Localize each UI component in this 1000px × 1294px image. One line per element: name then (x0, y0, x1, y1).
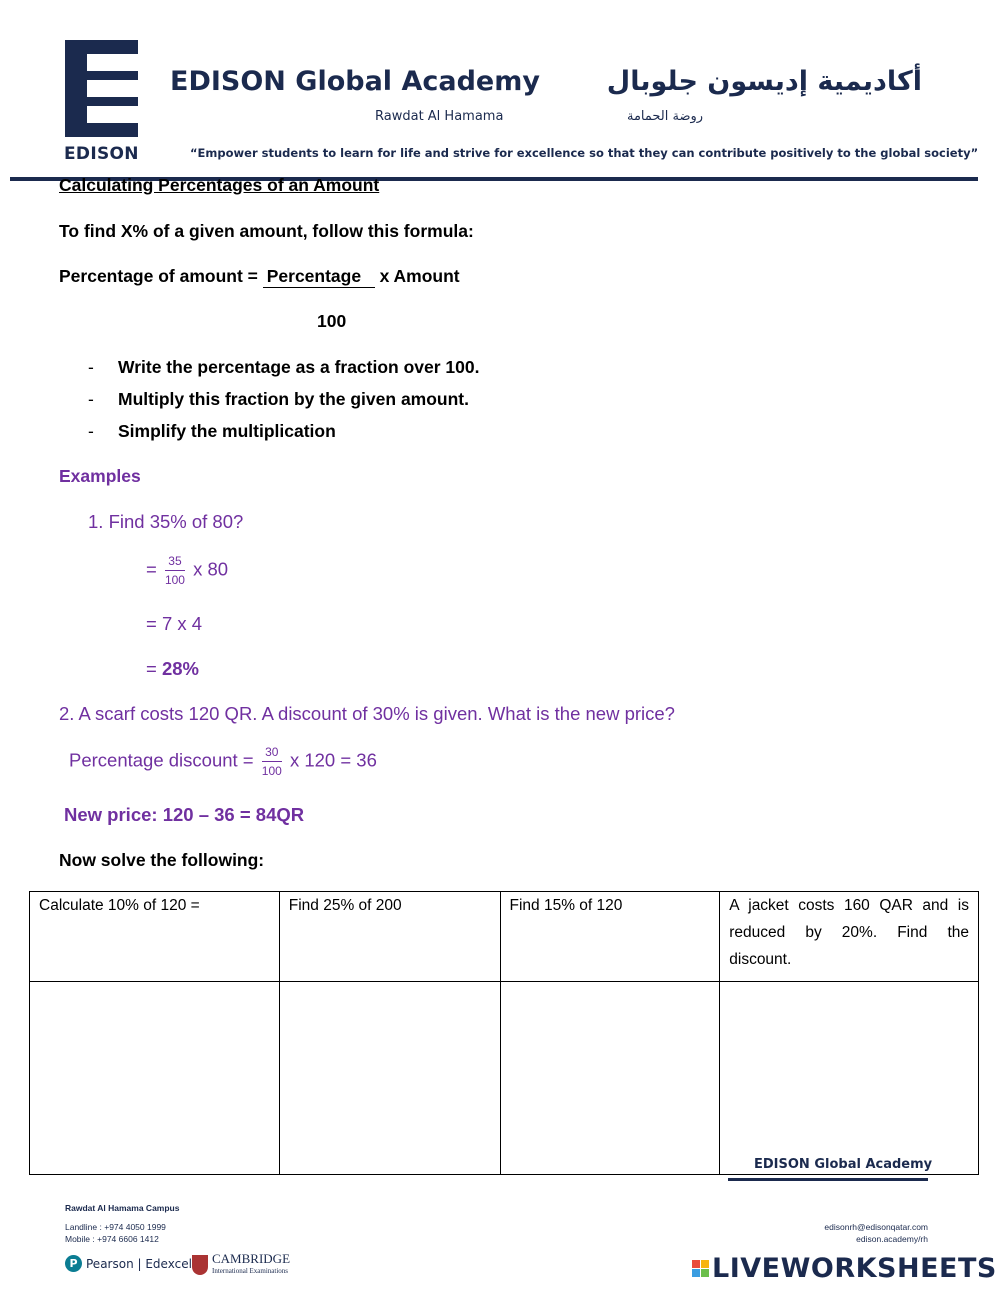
footer-mobile: Mobile : +974 6606 1412 (65, 1234, 159, 1244)
logo-word: EDISON (64, 144, 139, 164)
step-text: Multiply this fraction by the given amount. (118, 389, 469, 409)
pearson-logo (65, 1255, 192, 1272)
footer-website[interactable]: edison.academy/rh (856, 1234, 928, 1244)
table-row (30, 892, 979, 982)
example2-discount (69, 745, 377, 778)
logo-bar-bottom (87, 106, 138, 123)
practice-table (29, 891, 979, 1175)
fraction (262, 745, 282, 778)
formula-numerator: Percentage (263, 266, 375, 288)
question-cell: Calculate 10% of 120 = (30, 892, 280, 982)
formula-right: x Amount (374, 266, 460, 286)
formula-denominator: 100 (317, 311, 347, 331)
table-row (30, 982, 979, 1175)
equals-sign: = (146, 558, 157, 580)
footer-email[interactable]: edisonrh@edisonqatar.com (824, 1222, 928, 1232)
footer-academy-name: EDISON Global Academy (754, 1157, 933, 1172)
edison-logo-mark (65, 40, 138, 137)
answer-cell[interactable] (279, 982, 500, 1175)
example2-question: 2. A scarf costs 120 QR. A discount of 30% is given. What is the new price? (59, 703, 675, 724)
cambridge-subtitle: International Examinations (212, 1267, 289, 1275)
question-cell: A jacket costs 160 QAR and is reduced by 20%. Find the discount. (720, 892, 979, 982)
list-item: - Write the percentage as a fraction over 100. (88, 357, 480, 377)
cambridge-name: CAMBRIDGE (212, 1251, 291, 1266)
example1-step2: = 7 x 4 (146, 613, 203, 634)
campus-name-arabic: روضة الحمامة (627, 109, 704, 124)
logo-bar-middle (87, 80, 138, 97)
discount-rest: x 120 = 36 (289, 749, 377, 771)
answer-cell[interactable] (720, 982, 979, 1175)
example1-step3 (146, 658, 199, 680)
example1-question: 1. Find 35% of 80? (88, 511, 244, 532)
example2-new-price: New price: 120 – 36 = 84QR (64, 804, 305, 825)
liveworksheets-text: LIVEWORKSHEETS (712, 1253, 997, 1284)
school-name: EDISON Global Academy (170, 66, 540, 97)
discount-label: Percentage discount = (69, 749, 254, 771)
pearson-text: Pearson | Edexcel (86, 1256, 192, 1271)
fraction (165, 554, 185, 587)
question-cell: Find 15% of 120 (500, 892, 720, 982)
step-text: Simplify the multiplication (118, 421, 336, 441)
answer-cell[interactable] (500, 982, 720, 1175)
school-name-arabic: أكاديمية إديسون جلوبال (606, 66, 922, 97)
example1-step1-rest: x 80 (193, 558, 229, 580)
step-text: Write the percentage as a fraction over 100. (118, 357, 480, 377)
footer-campus: Rawdat Al Hamama Campus (65, 1203, 180, 1213)
campus-name: Rawdat Al Hamama (375, 109, 504, 124)
formula-left: Percentage of amount = (59, 266, 263, 286)
example1-result: 28% (161, 658, 199, 679)
fraction-numerator: 30 (262, 745, 282, 762)
question-cell: Find 25% of 200 (279, 892, 500, 982)
liveworksheets-icon (692, 1260, 709, 1277)
list-item: - Simplify the multiplication (88, 421, 336, 441)
school-motto: “Empower students to learn for life and strive for excellence so that they can contribute positively to the global society” (190, 146, 979, 160)
cambridge-text (212, 1253, 290, 1277)
logo-bar-top (87, 54, 138, 71)
cambridge-logo (192, 1253, 290, 1277)
practice-heading: Now solve the following: (59, 850, 265, 870)
lesson-intro: To find X% of a given amount, follow this formula: (59, 221, 474, 241)
fraction-numerator: 35 (165, 554, 185, 571)
liveworksheets-watermark (692, 1253, 997, 1284)
formula-line (59, 266, 460, 288)
answer-cell[interactable] (30, 982, 280, 1175)
cambridge-shield-icon (192, 1255, 208, 1275)
examples-heading: Examples (59, 466, 141, 486)
example1-step1 (146, 554, 228, 587)
steps-list (88, 356, 479, 452)
footer-landline: Landline : +974 4050 1999 (65, 1222, 166, 1232)
pearson-icon: P (65, 1255, 82, 1272)
equals-sign: = (146, 658, 162, 679)
footer-divider (728, 1178, 928, 1181)
lesson-title: Calculating Percentages of an Amount (59, 175, 380, 195)
list-item: - Multiply this fraction by the given amount. (88, 389, 469, 409)
fraction-denominator: 100 (261, 764, 282, 778)
fraction-denominator: 100 (164, 573, 185, 587)
